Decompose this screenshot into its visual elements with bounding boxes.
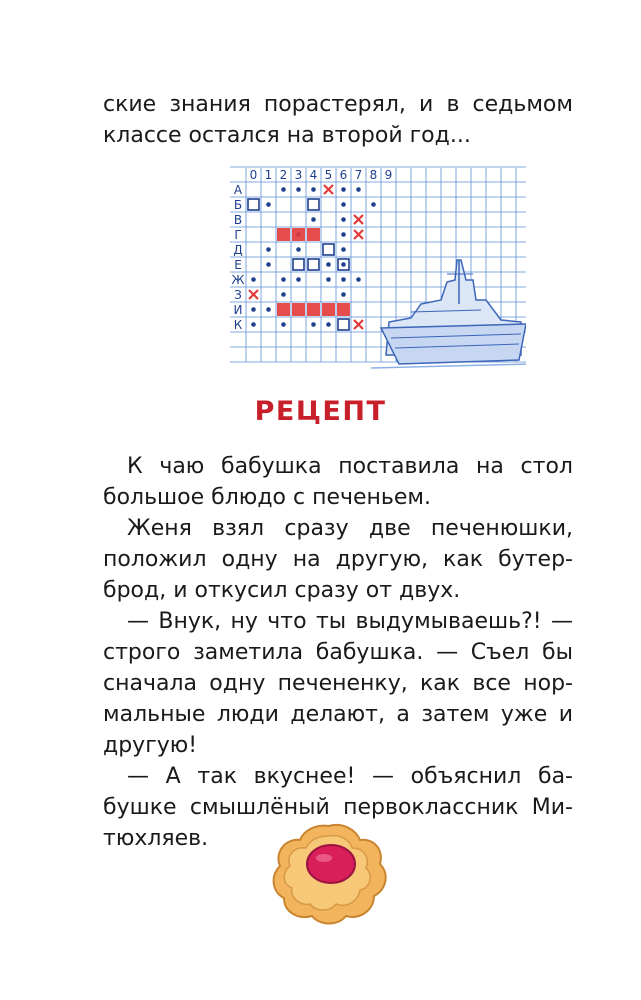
miss-dot xyxy=(341,202,346,207)
grid-column-label: 3 xyxy=(294,168,303,182)
miss-dot xyxy=(281,187,286,192)
text-line: брод, и откусил сразу от двух. xyxy=(103,578,461,603)
grid-row-label: Д xyxy=(233,243,243,257)
grid-column-label: 4 xyxy=(309,168,318,182)
grid-column-label: 2 xyxy=(279,168,288,182)
grid-row-label: А xyxy=(233,183,243,197)
text-line: строго заметила бабушка. — Съел бы xyxy=(103,640,573,665)
miss-dot xyxy=(266,307,271,312)
miss-dot xyxy=(251,277,256,282)
text-line: Женя взял сразу две печенюшки, xyxy=(127,516,573,541)
text-line: другую! xyxy=(103,733,198,758)
text-line: ские знания порастерял, и в седьмом xyxy=(103,92,573,117)
grid-row-label: Е xyxy=(234,258,242,272)
miss-dot xyxy=(281,292,286,297)
grid-row-label: И xyxy=(233,303,243,317)
miss-dot xyxy=(296,277,301,282)
hit-cell xyxy=(307,228,320,241)
miss-dot xyxy=(356,277,361,282)
grid-row-label: Г xyxy=(234,228,242,242)
miss-dot xyxy=(266,247,271,252)
miss-dot xyxy=(281,277,286,282)
miss-dot xyxy=(341,187,346,192)
miss-dot xyxy=(296,187,301,192)
miss-dot xyxy=(296,247,301,252)
grid-row-label: Б xyxy=(233,198,243,212)
miss-dot xyxy=(371,202,376,207)
hit-cell xyxy=(277,303,290,316)
miss-dot xyxy=(251,307,256,312)
story-title: РЕЦЕПТ xyxy=(254,396,387,427)
ship-square xyxy=(338,319,349,330)
grid-column-label: 5 xyxy=(324,168,333,182)
grid-column-label: 1 xyxy=(264,168,273,182)
text-line: — А так вкуснее! — объяснил ба- xyxy=(127,764,573,789)
ship-square xyxy=(248,199,259,210)
miss-dot xyxy=(326,262,331,267)
miss-dot xyxy=(341,262,346,267)
ship-square xyxy=(293,259,304,270)
miss-dot xyxy=(281,322,286,327)
ship-square xyxy=(323,244,334,255)
text-line: классе остался на второй год... xyxy=(103,123,471,148)
miss-dot xyxy=(326,322,331,327)
grid-row-label: В xyxy=(233,213,243,227)
miss-dot xyxy=(341,277,346,282)
cross-mark xyxy=(354,320,363,329)
hit-cell xyxy=(307,303,320,316)
grid-row-label: К xyxy=(233,318,243,332)
miss-dot xyxy=(251,322,256,327)
text-line: сначала одну печененку, как все нор- xyxy=(103,671,573,696)
miss-dot xyxy=(266,202,271,207)
miss-dot xyxy=(326,277,331,282)
warship-icon xyxy=(371,260,526,368)
battleship-grid-illustration xyxy=(216,160,526,378)
hit-cell xyxy=(292,303,305,316)
grid-marks xyxy=(248,185,376,330)
grid-column-label: 6 xyxy=(339,168,348,182)
text-line: тюхляев. xyxy=(103,826,209,851)
miss-dot xyxy=(356,187,361,192)
text-line: — Внук, ну что ты выдумываешь?! — xyxy=(127,609,573,634)
hit-cell xyxy=(322,303,335,316)
text-line: К чаю бабушка поставила на стол xyxy=(127,454,573,479)
hit-cell xyxy=(277,228,290,241)
grid-row-label: Ж xyxy=(231,273,245,287)
miss-dot xyxy=(341,247,346,252)
miss-dot xyxy=(311,187,316,192)
ship-square xyxy=(308,259,319,270)
text-line: положил одну на другую, как бутер- xyxy=(103,547,573,572)
grid-column-label: 7 xyxy=(354,168,363,182)
miss-dot xyxy=(341,232,346,237)
grid-column-label: 8 xyxy=(369,168,378,182)
cross-mark xyxy=(354,215,363,224)
grid-row-label: З xyxy=(234,288,242,302)
cookie-icon xyxy=(268,818,390,928)
miss-dot xyxy=(341,217,346,222)
grid-column-label: 0 xyxy=(249,168,258,182)
cross-mark xyxy=(249,290,258,299)
text-line: бушке смышлёный первоклассник Ми- xyxy=(103,795,573,820)
hit-cell xyxy=(292,228,305,241)
miss-dot xyxy=(311,322,316,327)
grid-column-label: 9 xyxy=(384,168,393,182)
hit-cell xyxy=(337,303,350,316)
text-line: мальные люди делают, а затем уже и xyxy=(103,702,573,727)
cross-mark xyxy=(354,230,363,239)
miss-dot xyxy=(311,217,316,222)
text-line: большое блюдо с печеньем. xyxy=(103,485,432,510)
cross-mark xyxy=(324,185,333,194)
miss-dot xyxy=(341,292,346,297)
ship-square xyxy=(308,199,319,210)
miss-dot xyxy=(266,262,271,267)
